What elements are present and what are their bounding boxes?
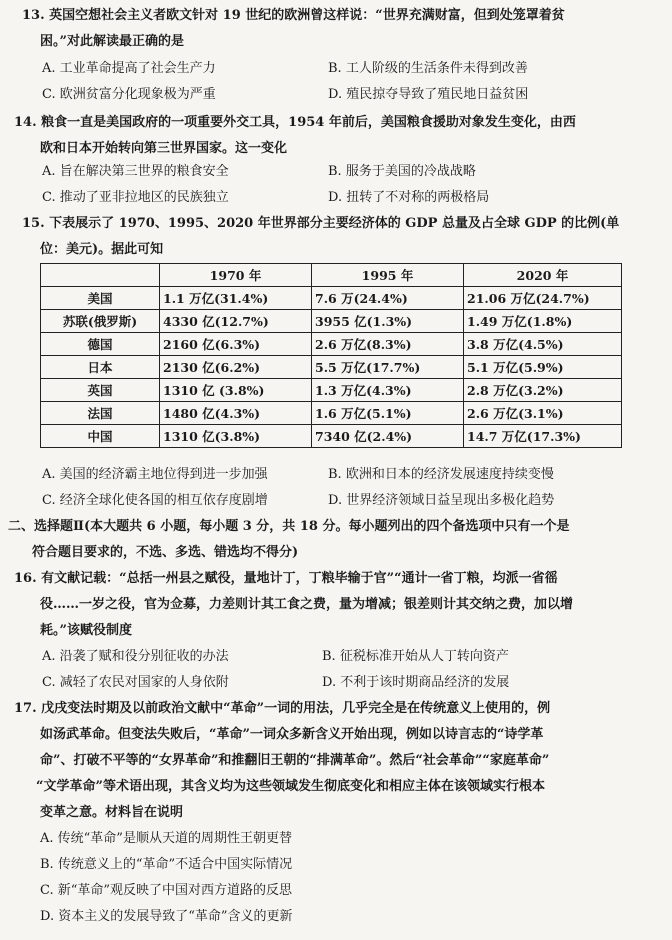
table-header-cell: 2020 年: [464, 264, 622, 287]
q13-option-b: B. 工人阶级的生活条件未得到改善: [328, 61, 528, 76]
table-cell: 2160 亿(6.3%): [160, 333, 312, 356]
q15-option-a: A. 美国的经济霸主地位得到进一步加强: [42, 467, 268, 482]
table-header-cell: 1995 年: [312, 264, 464, 287]
q15-stem-line2: 位：美元)。据此可知: [40, 242, 164, 257]
table-cell: 14.7 万亿(17.3%): [464, 425, 622, 448]
table-cell-country: 英国: [41, 379, 160, 402]
q16-option-c: C. 减轻了农民对国家的人身依附: [42, 675, 229, 690]
table-cell: 1.3 万亿(4.3%): [312, 379, 464, 402]
q17-stem-line3: 命”、打破不平等的“女界革命”和推翻旧王朝的“排满革命”。然后“社会革命”“家庭革命”: [40, 753, 550, 768]
table-header-row: [41, 264, 622, 287]
table-row: [41, 402, 622, 425]
q14-option-c: C. 推动了亚非拉地区的民族独立: [42, 190, 229, 205]
table-cell-country: 中国: [41, 425, 160, 448]
table-cell-country: 苏联(俄罗斯): [41, 310, 160, 333]
table-header-cell: [41, 264, 160, 287]
table-cell: 1480 亿(4.3%): [160, 402, 312, 425]
q13-option-d: D. 殖民掠夺导致了殖民地日益贫困: [328, 87, 529, 102]
q16-option-a: A. 沿袭了赋和役分别征收的办法: [42, 649, 229, 664]
q17-option-a: A. 传统“革命”是顺从天道的周期性王朝更替: [40, 831, 292, 846]
q13-option-c: C. 欧洲贫富分化现象极为严重: [42, 87, 216, 102]
table-cell-country: 美国: [41, 287, 160, 310]
q17-stem-line2: 如汤武革命。但变法失败后，“革命”一词众多新含义开始出现，例如以诗言志的“诗学革: [40, 727, 544, 742]
q17-option-d: D. 资本主义的发展导致了“革命”含义的更新: [40, 909, 293, 924]
q14-option-a: A. 旨在解决第三世界的粮食安全: [42, 164, 229, 179]
table-cell: 5.5 万亿(17.7%): [312, 356, 464, 379]
q16-stem-line1: 16. 有文献记载：“总括一州县之赋役，量地计丁，丁粮毕输于官”“通计一省丁粮，均派一省徭: [14, 571, 558, 586]
q15-option-d: D. 世界经济领域日益呈现出多极化趋势: [328, 493, 555, 508]
table-row: [41, 310, 622, 333]
q17-stem-line1: 17. 戊戌变法时期及以前政治文献中“革命”一词的用法，几乎完全是在传统意义上使用的，例: [14, 701, 551, 716]
table-cell: 1310 亿 (3.8%): [160, 379, 312, 402]
table-cell: 1.1 万亿(31.4%): [160, 287, 312, 310]
q16-stem-line2: 役……一岁之役，官为佥募，力差则计其工食之费，量为增减；银差则计其交纳之费，加以增: [40, 597, 574, 612]
table-row: [41, 356, 622, 379]
q15-stem-line1: 15. 下表展示了 1970、1995、2020 年世界部分主要经济体的 GDP 总量及占全球 GDP 的比例(单: [22, 216, 620, 231]
q13-stem-line1: 13. 英国空想社会主义者欧文针对 19 世纪的欧洲曾这样说：“世界充满财富，但到处笼罩着贫: [22, 8, 565, 23]
table-cell: 2.8 万亿(3.2%): [464, 379, 622, 402]
q17-stem-line4: “文学革命”等术语出现，其含义均为这些领域发生彻底变化和相应主体在该领域实行根本: [36, 779, 545, 794]
q16-option-b: B. 征税标准开始从人丁转向资产: [322, 649, 509, 664]
q14-option-d: D. 扭转了不对称的两极格局: [328, 190, 490, 205]
q16-stem-line3: 耗。”该赋役制度: [40, 623, 132, 638]
q15-option-c: C. 经济全球化使各国的相互依存度剧增: [42, 493, 268, 508]
table-header-cell: 1970 年: [160, 264, 312, 287]
table-cell: 5.1 万亿(5.9%): [464, 356, 622, 379]
table-cell-country: 德国: [41, 333, 160, 356]
table-row: [41, 379, 622, 402]
table-cell-country: 法国: [41, 402, 160, 425]
table-cell: 1.49 万亿(1.8%): [464, 310, 622, 333]
q13-option-a: A. 工业革命提高了社会生产力: [42, 61, 216, 76]
q13-stem-line2: 困。”对此解读最正确的是: [40, 34, 184, 49]
table-row: [41, 333, 622, 356]
q14-stem-line1: 14. 粮食一直是美国政府的一项重要外交工具，1954 年前后，美国粮食援助对象发生变化，由西: [14, 115, 576, 130]
table-row: [41, 287, 622, 310]
table-cell: 3955 亿(1.3%): [312, 310, 464, 333]
table-cell: 2130 亿(6.2%): [160, 356, 312, 379]
q16-option-d: D. 不利于该时期商品经济的发展: [322, 675, 510, 690]
table-cell: 21.06 万亿(24.7%): [464, 287, 622, 310]
table-cell: 7340 亿(2.4%): [312, 425, 464, 448]
table-cell: 7.6 万(24.4%): [312, 287, 464, 310]
section-2-header-line2: 符合题目要求的，不选、多选、错选均不得分): [32, 545, 299, 560]
q17-stem-line5: 变革之意。材料旨在说明: [40, 805, 184, 820]
table-cell: 3.8 万亿(4.5%): [464, 333, 622, 356]
table-cell-country: 日本: [41, 356, 160, 379]
table-cell: 2.6 万亿(3.1%): [464, 402, 622, 425]
table-cell: 4330 亿(12.7%): [160, 310, 312, 333]
table-row: [41, 425, 622, 448]
q17-option-c: C. 新“革命”观反映了中国对西方道路的反思: [40, 883, 293, 898]
table-cell: 2.6 万亿(8.3%): [312, 333, 464, 356]
q15-option-b: B. 欧洲和日本的经济发展速度持续变慢: [328, 467, 554, 482]
q17-option-b: B. 传统意义上的“革命”不适合中国实际情况: [40, 857, 293, 872]
section-2-header-line1: 二、选择题Ⅱ(本大题共 6 小题，每小题 3 分，共 18 分。每小题列出的四个备选项中只有一个是: [8, 519, 570, 534]
table-cell: 1310 亿(3.8%): [160, 425, 312, 448]
q14-option-b: B. 服务于美国的冷战战略: [328, 164, 476, 179]
gdp-table: [40, 263, 622, 448]
table-cell: 1.6 万亿(5.1%): [312, 402, 464, 425]
q14-stem-line2: 欧和日本开始转向第三世界国家。这一变化: [40, 141, 288, 156]
